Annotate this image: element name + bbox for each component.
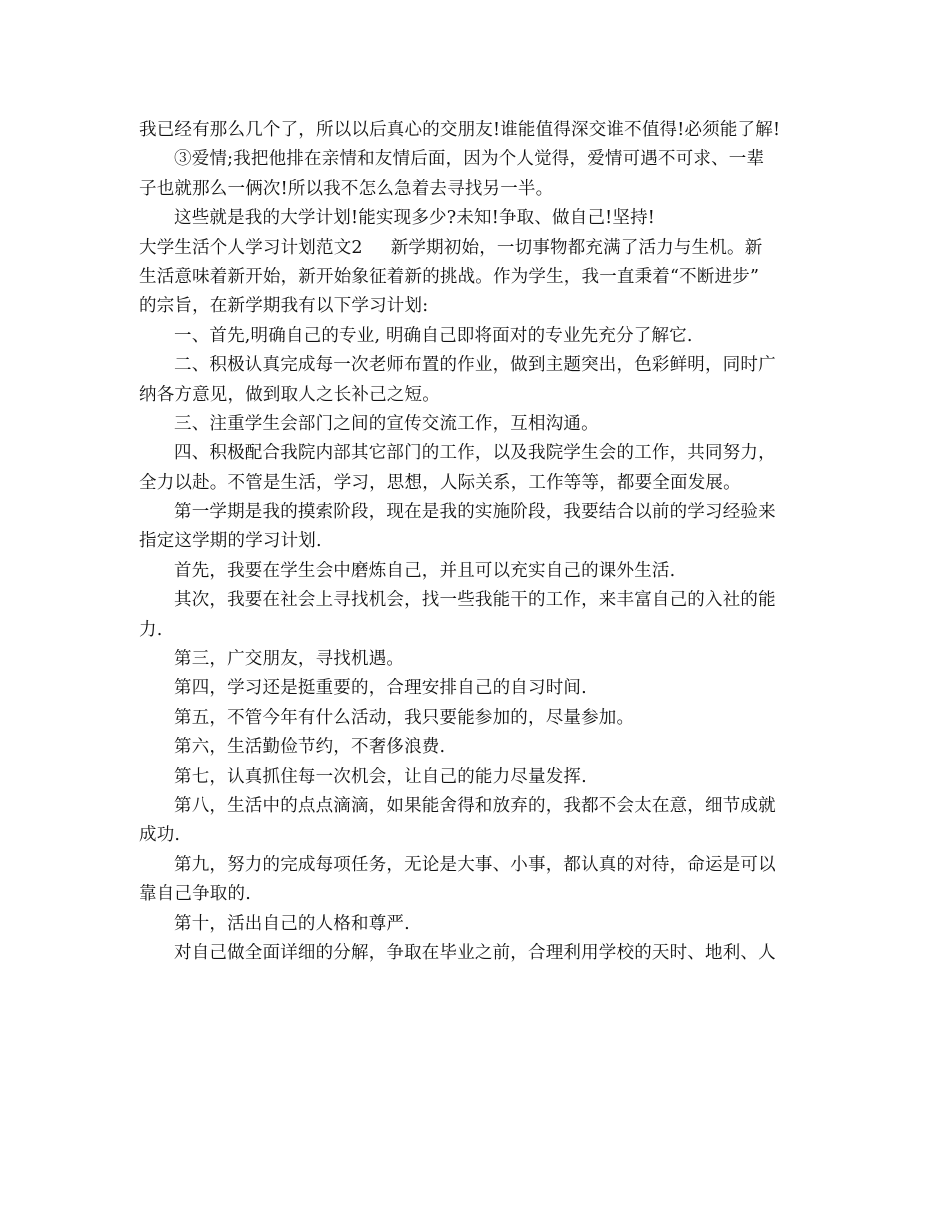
text-line: 成功. [139,825,181,846]
text-line: 我已经有那么几个了，所以以后真心的交朋友!谁能值得深交谁不值得!必须能了解! [139,120,781,140]
text-line: 其次，我要在社会上寻找机会，找一些我能干的工作，来丰富自己的入社的能 [174,590,776,611]
text-line: 第四，学习还是挺重要的，合理安排自己的自习时间. [174,678,587,699]
text-line: 第五，不管今年有什么活动，我只要能参加的，尽量参加。 [174,707,635,728]
text-line: 三、注重学生会部门之间的宣传交流工作，互相沟通。 [174,413,599,434]
text-line: 指定这学期的学习计划. [139,531,322,552]
text-line: 第一学期是我的摸索阶段，现在是我的实施阶段，我要结合以前的学习经验来 [174,502,776,523]
document-body [139,116,819,968]
text-line: 二、积极认真完成每一次老师布置的作业，做到主题突出，色彩鲜明，同时广 [174,355,776,376]
text-line: 第八，生活中的点点滴滴，如果能舍得和放弃的，我都不会太在意，细节成就 [174,795,776,816]
text-line: 四、积极配合我院内部其它部门的工作，以及我院学生会的工作，共同努力， [174,443,776,464]
text-line: 第六，生活勤俭节约，不奢侈浪费. [174,737,446,758]
text-line: 首先，我要在学生会中磨炼自己，并且可以充实自己的课外生活. [174,560,676,581]
text-line: 第十，活出自己的人格和尊严. [174,913,410,934]
text-line-content: 新学期初始，一切事物都充满了活力与生机。新 [390,237,763,258]
text-line: 纳各方意见，做到取人之长补己之短。 [139,384,440,405]
text-line: 靠自己争取的. [139,884,251,905]
text-line: 对自己做全面详细的分解，争取在毕业之前，合理利用学校的天时、地利、人 [174,942,776,963]
section-heading: 大学生活个人学习计划范文2 [139,237,363,258]
text-line: ③爱情;我把他排在亲情和友情后面，因为个人觉得，爱情可遇不可求、一辈 [174,149,765,170]
text-line: 第九，努力的完成每项任务，无论是大事、小事，都认真的对待，命运是可以 [174,854,776,875]
text-line: 第三，广交朋友，寻找机遇。 [174,649,405,670]
text-line: 这些就是我的大学计划!能实现多少?未知!争取、做自己!坚持! [174,208,656,229]
text-line: 生活意味着新开始，新开始象征着新的挑战。作为学生，我一直秉着“不断进步” [139,266,760,287]
text-line: 子也就那么一俩次!所以我不怎么急着去寻找另一半。 [139,178,554,199]
text-line: 力. [139,619,163,640]
text-line: 全力以赴。不管是生活，学习，思想，人际关系，工作等等，都要全面发展。 [139,472,741,493]
text-line: 的宗旨，在新学期我有以下学习计划: [139,296,429,317]
text-line: 第七，认真抓住每一次机会，让自己的能力尽量发挥. [174,766,587,787]
text-line-with-heading [139,234,819,263]
text-line: 一、首先,明确自己的专业, 明确自己即将面对的专业先充分了解它. [174,325,693,346]
